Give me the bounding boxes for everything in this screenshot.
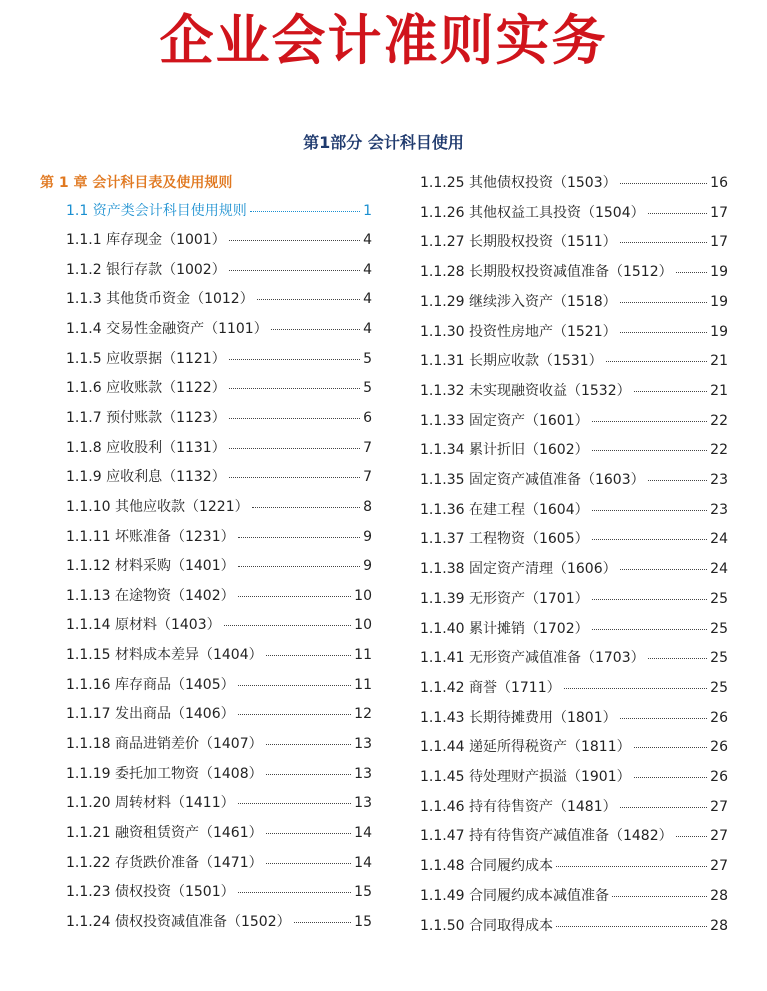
toc-entry[interactable] [420,677,728,697]
toc-entry-page: 25 [710,650,728,667]
toc-entry-page: 12 [354,706,372,723]
toc-leader-dots [556,926,707,927]
toc-entry-label: 1.1.8 应收股利（1131） [66,439,226,456]
toc-leader-dots [634,391,708,392]
toc-entry[interactable] [420,885,728,905]
toc-leader-dots [266,863,352,864]
toc-entry[interactable] [420,439,728,459]
toc-entry[interactable] [40,881,372,901]
toc-leader-dots [229,359,360,360]
toc-leader-dots [238,685,352,686]
toc-leader-dots [229,448,360,449]
toc-entry[interactable] [420,528,728,548]
toc-leader-dots [620,242,708,243]
toc-entry[interactable] [420,231,728,251]
toc-entry-label: 1.1.47 持有待售资产减值准备（1482） [420,828,673,845]
toc-entry-page: 28 [710,917,728,934]
toc-entry[interactable] [420,172,728,192]
toc-entry[interactable] [40,437,372,457]
toc-entry-page: 5 [363,380,372,397]
toc-leader-dots [238,566,360,567]
toc-entry-label: 1.1.2 银行存款（1002） [66,261,226,278]
toc-entry[interactable] [420,647,728,667]
toc-entry-label: 1.1.36 在建工程（1604） [420,501,589,518]
toc-entry-page: 22 [710,412,728,429]
toc-entry-label: 1.1.15 材料成本差异（1404） [66,647,263,664]
toc-leader-dots [592,539,708,540]
toc-leader-dots [592,599,708,600]
toc-leader-dots [620,807,708,808]
toc-leader-dots [592,421,708,422]
toc-entry[interactable] [40,911,372,931]
toc-entry-page: 23 [710,472,728,488]
toc-entry[interactable] [420,321,728,341]
toc-leader-dots [592,629,708,630]
toc-entry[interactable] [40,614,372,634]
toc-leader-dots [250,211,360,212]
toc-entry-page: 15 [354,884,372,901]
toc-leader-dots [238,714,352,715]
toc-entry-label: 1.1.7 预付账款（1123） [66,409,226,426]
toc-entry-page: 21 [710,382,728,399]
toc-entry-page: 10 [354,617,372,634]
toc-entry-label: 1.1.46 持有待售资产（1481） [420,798,617,815]
toc-entry-label: 1.1.31 长期应收款（1531） [420,353,603,370]
toc-entry-page: 26 [710,769,728,785]
toc-entry-label: 1.1.14 原材料（1403） [66,617,221,634]
toc-leader-dots [257,299,360,300]
toc-entry-page: 4 [363,261,372,278]
toc-entry[interactable] [420,855,728,875]
toc-entry[interactable] [420,796,728,816]
toc-leader-dots [238,537,360,538]
toc-leader-dots [229,388,360,389]
toc-entry[interactable] [40,792,372,812]
toc-entry-page: 26 [710,709,728,726]
toc-entry[interactable] [420,469,728,489]
toc-entry-page: 22 [710,442,728,459]
toc-entry-label: 1.1.50 合同取得成本 [420,917,553,934]
toc-entry-label: 1.1.9 应收利息（1132） [66,469,226,486]
toc-entry-label: 1.1.18 商品进销差价（1407） [66,736,263,753]
toc-entry-page: 19 [710,293,728,310]
toc-entry-page: 7 [363,469,372,486]
toc-entry[interactable] [40,407,372,427]
toc-entry[interactable] [40,644,372,664]
toc-entry[interactable] [420,291,728,311]
toc-entry-page: 13 [354,736,372,753]
toc-entry-label: 1.1.35 固定资产减值准备（1603） [420,472,645,488]
toc-entry-page: 25 [710,679,728,696]
toc-entry-label: 1.1.39 无形资产（1701） [420,590,589,607]
toc-entry-page: 23 [710,501,728,518]
toc-leader-dots [606,361,708,362]
toc-entry-label: 1.1.1 库存现金（1001） [66,232,226,248]
toc-entry-label: 1.1.38 固定资产清理（1606） [420,561,617,578]
toc-entry-page: 4 [363,320,372,337]
toc-entry[interactable] [40,318,372,338]
toc-entry[interactable] [420,558,728,578]
toc-entry-label: 1.1.10 其他应收款（1221） [66,498,249,515]
toc-entry-page: 26 [710,739,728,756]
toc-entry-label: 1.1.20 周转材料（1411） [66,795,235,812]
toc-entry-label: 1.1.28 长期股权投资减值准备（1512） [420,264,673,281]
toc-entry-label: 1.1.41 无形资产减值准备（1703） [420,650,645,667]
toc-entry[interactable] [420,915,728,935]
toc-entry-page: 27 [710,798,728,815]
toc-entry-page: 19 [710,264,728,281]
toc-entry[interactable] [420,261,728,281]
toc-leader-dots [294,922,352,923]
toc-entry-label: 1.1.3 其他货币资金（1012） [66,291,254,308]
toc-entry-page: 24 [710,561,728,578]
toc-entry-label: 1.1.27 长期股权投资（1511） [420,234,617,251]
toc-entry-label: 1.1.32 未实现融资收益（1532） [420,382,631,399]
toc-chapter-1[interactable] [40,172,372,192]
toc-entry-page: 25 [710,620,728,637]
toc-leader-dots [564,688,708,689]
toc-entry-label: 1.1.44 递延所得税资产（1811） [420,739,631,756]
toc-entry-label: 1.1.29 继续涉入资产（1518） [420,293,617,310]
toc-leader-dots [634,777,708,778]
toc-entry[interactable] [420,766,728,786]
toc-leader-dots [229,418,360,419]
toc-entry-page: 17 [710,234,728,251]
toc-entry[interactable] [420,588,728,608]
toc-entry-page: 13 [354,765,372,782]
toc-entry[interactable] [420,380,728,400]
toc-entry-label: 1.1.19 委托加工物资（1408） [66,765,263,782]
toc-entry[interactable] [40,466,372,486]
toc-entry-page: 4 [363,232,372,248]
toc-entry-label: 1.1.16 库存商品（1405） [66,676,235,693]
toc-leader-dots [271,329,360,330]
toc-entry[interactable] [40,526,372,546]
toc-leader-dots [252,507,360,508]
toc-entry-page: 8 [363,498,372,515]
toc-entry[interactable] [420,350,728,370]
toc-leader-dots [620,332,708,333]
toc-section-label: 1.1 资产类会计科目使用规则 [66,203,247,219]
toc-entry-label: 1.1.40 累计摊销（1702） [420,620,589,637]
toc-entry-page: 27 [710,828,728,845]
toc-entry-page: 9 [363,528,372,545]
toc-entry[interactable] [40,703,372,723]
toc-entry-label: 1.1.33 固定资产（1601） [420,412,589,429]
toc-entry-page: 4 [363,291,372,308]
toc-leader-dots [224,625,352,626]
toc-leader-dots [648,480,708,481]
toc-entry[interactable] [40,733,372,753]
toc-entry-page: 9 [363,558,372,575]
toc-leader-dots [556,866,707,867]
toc-leader-dots [238,892,352,893]
toc-entry-label: 1.1.4 交易性金融资产（1101） [66,320,268,337]
toc-section-1-1[interactable] [40,200,372,220]
toc-entry-label: 1.1.30 投资性房地产（1521） [420,323,617,340]
toc-entry-label: 1.1.37 工程物资（1605） [420,531,589,548]
toc-entry[interactable] [40,585,372,605]
toc-leader-dots [592,450,708,451]
toc-entry-page: 5 [363,350,372,367]
toc-entry-page: 24 [710,531,728,548]
toc-leader-dots [266,774,352,775]
toc-entry[interactable] [40,822,372,842]
toc-entry[interactable] [40,496,372,516]
toc-entry-label: 1.1.12 材料采购（1401） [66,558,235,575]
toc-entry-page: 11 [354,647,372,664]
toc-entry-label: 1.1.42 商誉（1711） [420,679,561,696]
toc-leader-dots [648,658,708,659]
toc-entry-page: 21 [710,353,728,370]
toc-entry-label: 1.1.21 融资租赁资产（1461） [66,825,263,841]
toc-entry[interactable] [420,410,728,430]
toc-entry-label: 1.1.6 应收账款（1122） [66,380,226,397]
toc-entry-label: 1.1.45 待处理财产损溢（1901） [420,769,631,785]
toc-entry-page: 11 [354,676,372,693]
toc-entry-page: 14 [354,854,372,871]
toc-entry[interactable] [40,763,372,783]
toc-entry[interactable] [420,499,728,519]
toc-entry-page: 19 [710,323,728,340]
toc-entry[interactable] [40,674,372,694]
toc-leader-dots [620,569,708,570]
toc-entry-label: 1.1.24 债权投资减值准备（1502） [66,913,291,930]
toc-entry-page: 17 [710,204,728,221]
toc-entry[interactable] [40,377,372,397]
toc-entry-page: 15 [354,913,372,930]
toc-entry-label: 1.1.22 存货跌价准备（1471） [66,854,263,871]
toc-leader-dots [229,240,360,241]
toc-entry-label: 1.1.43 长期待摊费用（1801） [420,709,617,726]
toc-entry[interactable] [40,229,372,249]
part-title: 第1部分 会计科目使用 [303,133,464,152]
toc-leader-dots [266,833,352,834]
toc-entry-page: 28 [710,887,728,904]
toc-entry-page: 6 [363,409,372,426]
toc-entry-label: 1.1.34 累计折旧（1602） [420,442,589,459]
toc-leader-dots [620,302,708,303]
toc-entry-label: 1.1.25 其他债权投资（1503） [420,175,617,191]
toc-entry-page: 14 [354,825,372,841]
toc-entry-label: 1.1.11 坏账准备（1231） [66,528,235,545]
toc-leader-dots [634,747,708,748]
toc-entry-label: 1.1.48 合同履约成本 [420,858,553,875]
toc-entry[interactable] [420,707,728,727]
book-title: 企业会计准则实务 [159,9,608,72]
toc-leader-dots [648,213,708,214]
toc-section-page: 1 [363,203,372,219]
toc-leader-dots [620,183,708,184]
toc-entry-label: 1.1.26 其他权益工具投资（1504） [420,204,645,221]
toc-entry[interactable] [40,348,372,368]
toc-chapter-label: 第 1 章 会计科目表及使用规则 [40,175,233,191]
toc-entry[interactable] [420,825,728,845]
toc-entry[interactable] [40,852,372,872]
toc-entry-page: 13 [354,795,372,812]
toc-leader-dots [676,836,708,837]
toc-entry[interactable] [40,288,372,308]
toc-entry[interactable] [40,259,372,279]
toc-leader-dots [266,744,352,745]
toc-leader-dots [229,477,360,478]
toc-entry-page: 27 [710,858,728,875]
toc-leader-dots [592,510,708,511]
toc-leader-dots [612,896,707,897]
toc-leader-dots [238,596,352,597]
toc-entry[interactable] [420,618,728,638]
toc-entry-page: 25 [710,590,728,607]
toc-entry-label: 1.1.49 合同履约成本减值准备 [420,887,609,904]
toc-entry-label: 1.1.17 发出商品（1406） [66,706,235,723]
toc-leader-dots [676,272,708,273]
toc-leader-dots [620,718,708,719]
toc-entry-page: 10 [354,587,372,604]
toc-leader-dots [266,655,352,656]
toc-entry-page: 16 [710,175,728,191]
toc-entry[interactable] [40,555,372,575]
toc-entry-label: 1.1.13 在途物资（1402） [66,587,235,604]
toc-leader-dots [238,803,352,804]
toc-entry-page: 7 [363,439,372,456]
toc-entry[interactable] [420,202,728,222]
toc-entry-label: 1.1.23 债权投资（1501） [66,884,235,901]
toc-entry-label: 1.1.5 应收票据（1121） [66,350,226,367]
toc-entry[interactable] [420,736,728,756]
toc-leader-dots [229,270,360,271]
